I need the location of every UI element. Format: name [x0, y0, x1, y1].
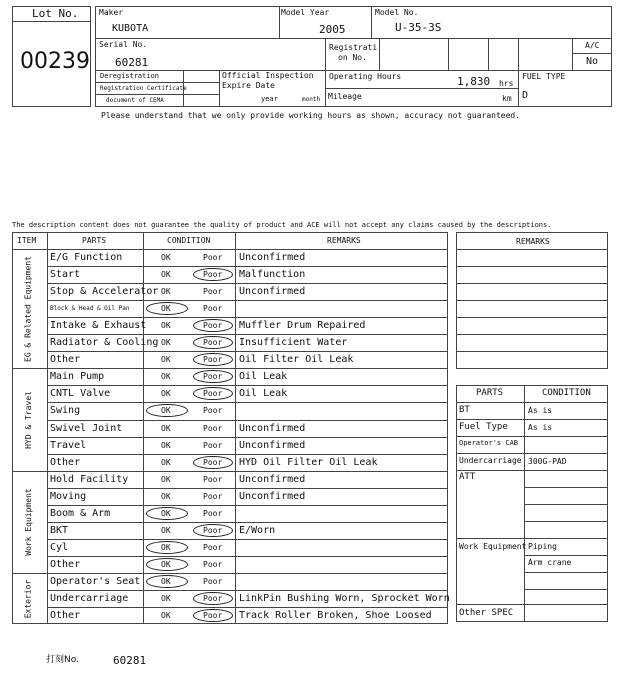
remarks-cell: Malfunction	[239, 269, 306, 281]
ok-option: OK	[161, 491, 171, 501]
ok-option: OK	[161, 559, 171, 569]
part-name: Moving	[50, 490, 87, 502]
operating-hours-value: 1,830	[457, 75, 491, 88]
month-label: month	[302, 96, 321, 103]
poor-option: Poor	[203, 491, 223, 501]
ok-option: OK	[161, 576, 171, 586]
ok-option: OK	[161, 253, 171, 262]
ok-option: OK	[161, 525, 171, 535]
group-label: Exterior	[24, 579, 34, 618]
part-name: Radiator & Cooling	[50, 337, 159, 349]
ok-option: OK	[161, 406, 171, 416]
remarks-cell: Unconfirmed	[239, 252, 306, 263]
maker-value: KUBOTA	[112, 23, 149, 34]
ok-option: OK	[161, 355, 171, 365]
ok-option: OK	[161, 457, 171, 467]
remarks-cell: Unconfirmed	[239, 286, 306, 298]
poor-option: Poor	[203, 542, 223, 552]
remarks-cell: E/Worn	[239, 524, 276, 536]
group-label: Work Equipment	[24, 488, 34, 556]
other-spec-label: Other SPEC	[459, 608, 514, 618]
poor-option: Poor	[203, 576, 223, 586]
poor-option: Poor	[203, 594, 223, 603]
ok-option: OK	[161, 423, 171, 433]
ok-option: OK	[161, 270, 171, 280]
right-remarks-header: REMARKS	[516, 237, 550, 246]
ac-label: A/C	[585, 41, 600, 50]
lot-number: 00239	[20, 49, 90, 74]
group-label: HYD & Travel	[24, 390, 34, 449]
inspection-label-2: Expire Date	[222, 81, 275, 90]
bt-label: BT	[459, 405, 470, 415]
part-name: Swivel Joint	[50, 422, 123, 434]
registration-label-2: on No.	[338, 53, 367, 62]
poor-option: Poor	[203, 525, 223, 535]
poor-option: Poor	[203, 270, 223, 280]
parts-column-header: PARTS	[82, 236, 107, 245]
lot-label: Lot No.	[32, 7, 79, 20]
model-year-label: Model Year	[281, 8, 330, 17]
ok-option: OK	[161, 304, 171, 314]
ok-option: OK	[161, 611, 171, 621]
part-name: CNTL Valve	[50, 388, 111, 400]
ok-option: OK	[161, 542, 171, 552]
registration-certificate-label: Registration Certificate	[100, 85, 187, 92]
ok-selected-circle	[146, 541, 188, 554]
fuel-type-value: D	[522, 90, 529, 101]
remarks-cell: Track Roller Broken, Shoe Loosed	[239, 610, 432, 622]
parts-spec-parts-header: PARTS	[476, 388, 504, 398]
poor-option: Poor	[203, 508, 223, 518]
ok-option: OK	[161, 389, 171, 399]
model-no-value: U-35-3S	[395, 21, 442, 34]
ok-selected-circle	[146, 507, 188, 520]
part-name: Boom & Arm	[50, 507, 111, 519]
fuel-type-label: FUEL TYPE	[522, 72, 566, 81]
part-name: Other	[50, 456, 81, 468]
poor-option: Poor	[203, 389, 223, 399]
poor-selected-circle	[193, 456, 233, 469]
part-name: Hold Facility	[50, 473, 129, 485]
ok-selected-circle	[146, 558, 188, 571]
part-name: Main Pump	[50, 371, 105, 383]
part-name: Operator's Seat	[50, 575, 141, 587]
poor-option: Poor	[203, 287, 223, 297]
remarks-cell: Oil Leak	[239, 388, 288, 400]
remarks-cell: Oil Leak	[239, 371, 288, 383]
remarks-cell: Unconfirmed	[239, 473, 306, 485]
part-name: Other	[50, 354, 81, 366]
stamp-value: 60281	[113, 654, 147, 667]
poor-option: Poor	[203, 304, 223, 314]
condition-column-header: CONDITION	[167, 236, 211, 245]
ok-option: OK	[161, 508, 171, 518]
fuel-type-spec-label: Fuel Type	[459, 422, 508, 432]
disclaimer: The description content does not guarantee the quality of product and ACE will not accept any claims caused by the descriptions.	[12, 221, 552, 229]
poor-selected-circle	[193, 268, 233, 281]
part-name: Other	[50, 610, 81, 622]
remarks-cell: Unconfirmed	[239, 490, 306, 502]
part-name: Block & Head & Oil Pan	[50, 305, 130, 313]
poor-option: Poor	[203, 406, 223, 416]
ok-selected-circle	[146, 575, 188, 588]
att-label: ATT	[459, 472, 476, 482]
model-year-value: 2005	[319, 23, 346, 36]
maker-label: Maker	[99, 8, 124, 17]
poor-option: Poor	[203, 253, 223, 262]
part-name: Stop & Accelerator	[50, 286, 159, 298]
part-name: BKT	[50, 524, 69, 536]
hrs-label: hrs	[499, 79, 514, 88]
ok-option: OK	[161, 338, 171, 348]
bt-value: As is	[528, 406, 553, 415]
work-equipment-spec-label: Work Equipment	[459, 542, 527, 551]
work-equipment-value-2: Arm crane	[528, 558, 572, 567]
undercarriage-spec-label: Undercarriage	[459, 456, 522, 465]
poor-option: Poor	[203, 338, 223, 348]
remarks-cell: Insufficient Water	[239, 337, 348, 349]
deregistration-label: Deregistration	[100, 72, 160, 80]
item-column-header: ITEM	[17, 236, 37, 245]
model-no-label: Model No.	[375, 8, 419, 17]
parts-spec-condition-header: CONDITION	[542, 388, 591, 398]
part-name: Start	[50, 269, 81, 281]
ok-option: OK	[161, 372, 171, 382]
poor-option: Poor	[203, 559, 223, 569]
fuel-type-spec-value: As is	[528, 423, 553, 432]
part-name: Travel	[50, 439, 87, 451]
inspection-label-1: Official Inspection	[222, 71, 314, 80]
remarks-cell: Muffler Drum Repaired	[239, 320, 366, 332]
working-hours-note: Please understand that we only provide working hours as shown, accuracy not guaranteed.	[101, 111, 521, 120]
year-label: year	[261, 95, 278, 103]
part-name: Swing	[50, 405, 81, 417]
group-label: EG & Related Equipment	[24, 255, 33, 362]
remarks-cell: Oil Filter Oil Leak	[239, 354, 354, 366]
km-label: km	[502, 94, 512, 103]
part-name: E/G Function	[50, 252, 123, 263]
remarks-cell: LinkPin Bushing Worn, Sprocket Worn	[239, 593, 450, 604]
operator-cab-label: Operator's CAB	[459, 439, 519, 447]
poor-option: Poor	[203, 474, 223, 484]
poor-selected-circle	[193, 524, 233, 537]
condition-table	[12, 232, 448, 624]
poor-option: Poor	[203, 457, 223, 467]
poor-selected-circle	[193, 592, 233, 605]
poor-option: Poor	[203, 321, 223, 331]
remarks-cell: HYD Oil Filter Oil Leak	[239, 456, 378, 468]
ok-option: OK	[161, 287, 171, 297]
remarks-column-header: REMARKS	[327, 236, 361, 245]
ok-option: OK	[161, 474, 171, 484]
serial-label: Serial No.	[99, 40, 148, 49]
ok-option: OK	[161, 440, 171, 450]
undercarriage-spec-value: 300G-PAD	[528, 457, 567, 466]
poor-option: Poor	[203, 355, 223, 365]
poor-selected-circle	[193, 609, 233, 622]
serial-value: 60281	[115, 56, 149, 69]
mileage-label: Mileage	[328, 92, 362, 101]
part-name: Undercarriage	[50, 593, 129, 604]
cema-document-label: document of CEMA	[106, 97, 164, 104]
ac-value: No	[586, 56, 599, 67]
operating-hours-label: Operating Hours	[329, 72, 402, 81]
remarks-cell: Unconfirmed	[239, 439, 306, 451]
poor-option: Poor	[203, 423, 223, 433]
part-name: Other	[50, 558, 81, 570]
stamp-label: 打刻No.	[46, 655, 79, 665]
poor-option: Poor	[203, 611, 223, 621]
work-equipment-value-1: Piping	[528, 542, 557, 551]
registration-label-1: Registrati	[329, 43, 378, 52]
poor-option: Poor	[203, 372, 223, 382]
poor-option: Poor	[203, 440, 223, 450]
part-name: Intake & Exhaust	[50, 320, 147, 332]
ok-option: OK	[161, 321, 171, 331]
part-name: Cyl	[50, 541, 69, 553]
ok-option: OK	[161, 594, 171, 603]
remarks-cell: Unconfirmed	[239, 422, 306, 434]
